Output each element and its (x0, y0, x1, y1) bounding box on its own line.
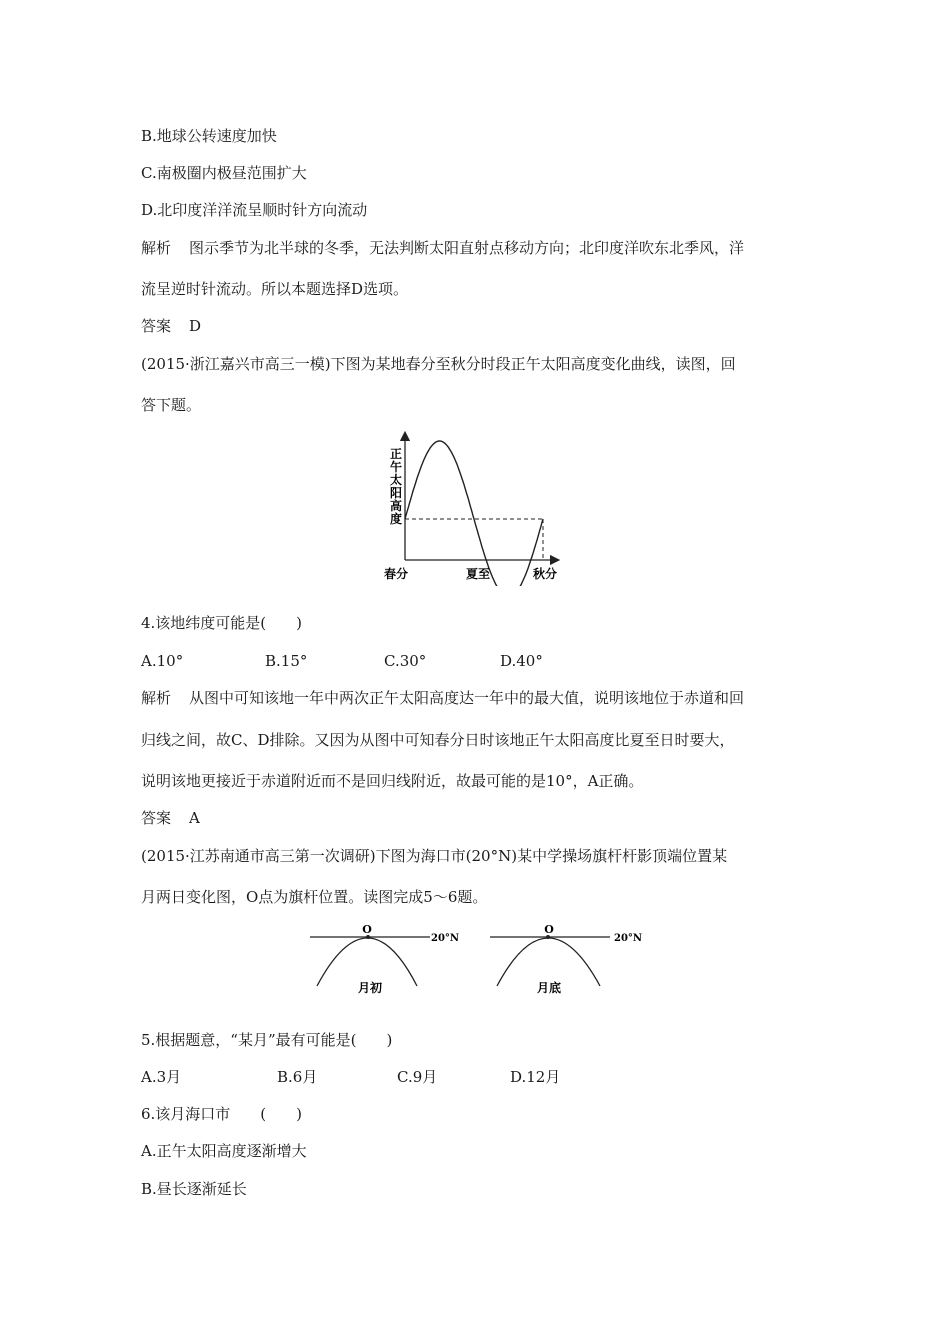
group1-intro-line1: (2015·浙江嘉兴市高三一模)下图为某地春分至秋分时段正午太阳高度变化曲线，读图，回 (141, 355, 736, 373)
x-label-autumn-equinox: 秋分 (532, 567, 558, 581)
group2-intro-line2: 月两日变化图，O点为旗杆位置。读图完成5～6题。 (141, 888, 488, 906)
answer-label: 答案 (141, 317, 172, 335)
y-axis-label-char: 太 (390, 473, 403, 487)
q3-analysis-line2: 流呈逆时针流动。所以本题选择D选项。 (141, 280, 409, 298)
analysis-text: 从图中可知该地一年中两次正午太阳高度达一年中的最大值，说明该地位于赤道和回 (189, 689, 745, 707)
analysis-text: 图示季节为北半球的冬季，无法判断太阳直射点移动方向；北印度洋吹东北季风，洋 (189, 239, 745, 257)
shadow-tip-figure (305, 920, 655, 1000)
q5-option-b: B.6月 (277, 1068, 318, 1086)
analysis-label: 解析 (141, 239, 172, 257)
q4-option-a: A.10° (141, 652, 184, 670)
pole-label-left: O (362, 923, 372, 936)
y-axis-label-char: 度 (390, 512, 403, 526)
x-label-summer-solstice: 夏至 (465, 567, 491, 581)
latitude-label-left: 20°N (431, 933, 460, 944)
q4-stem: 4.该地纬度可能是( ) (141, 614, 303, 632)
q3-option-d: D.北印度洋洋流呈顺时针方向流动 (141, 201, 368, 219)
latitude-label-right: 20°N (614, 933, 643, 944)
shadow-tip-path-right (497, 938, 600, 986)
q6-option-b: B.昼长逐渐延长 (141, 1180, 247, 1198)
q5-option-c: C.9月 (397, 1068, 438, 1086)
q6-option-a: A.正午太阳高度逐渐增大 (141, 1142, 307, 1160)
q5-option-a: A.3月 (141, 1068, 182, 1086)
q4-option-b: B.15° (265, 652, 308, 670)
q6-stem: 6.该月海口市 ( ) (141, 1105, 303, 1123)
y-axis-label-char: 午 (390, 460, 403, 474)
x-label-spring-equinox: 春分 (383, 567, 409, 581)
q4-analysis-line1 (141, 688, 744, 708)
q4-answer (141, 808, 200, 828)
answer-value: A (189, 809, 200, 827)
answer-value: D (189, 317, 202, 335)
y-axis-label-char: 阳 (390, 486, 403, 500)
shadow-tip-path-left (317, 938, 417, 986)
analysis-label: 解析 (141, 689, 172, 707)
q4-analysis-line3: 说明该地更接近于赤道附近而不是回归线附近，故最可能的是10°，A正确。 (141, 772, 644, 790)
q3-answer (141, 316, 201, 336)
caption-left: 月初 (357, 981, 383, 995)
q4-option-c: C.30° (384, 652, 427, 670)
answer-label: 答案 (141, 809, 172, 827)
y-axis-label (390, 446, 402, 526)
q3-analysis-line1 (141, 238, 744, 258)
group1-intro-line2: 答下题。 (141, 396, 202, 414)
q5-option-d: D.12月 (510, 1068, 561, 1086)
q4-analysis-line2: 归线之间，故C、D排除。又因为从图中可知春分日时该地正午太阳高度比夏至日时要大， (141, 731, 735, 749)
pole-label-right: O (544, 923, 554, 936)
noon-altitude-curve (405, 441, 543, 586)
q3-option-c: C.南极圈内极昼范围扩大 (141, 164, 307, 182)
caption-right: 月底 (536, 981, 562, 995)
q5-stem: 5.根据题意，“某月”最有可能是( ) (141, 1031, 393, 1049)
y-axis-label-char: 高 (390, 499, 403, 513)
q3-option-b: B.地球公转速度加快 (141, 127, 277, 145)
sun-altitude-figure (360, 428, 600, 586)
q4-option-d: D.40° (500, 652, 543, 670)
y-axis-label-char: 正 (390, 447, 403, 461)
group2-intro-line1: (2015·江苏南通市高三第一次调研)下图为海口市(20°N)某中学操场旗杆杆影顶端位置某 (141, 847, 728, 865)
